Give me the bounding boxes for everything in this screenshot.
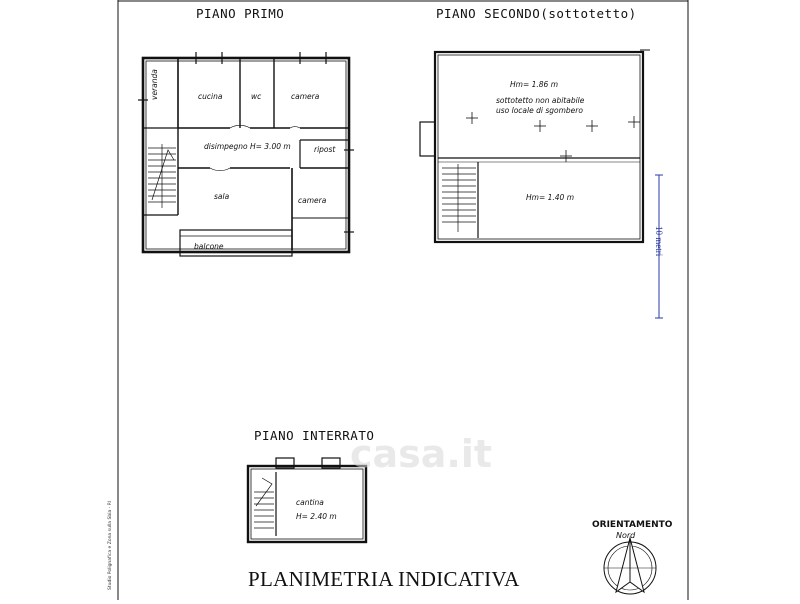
watermark-logo: casa.it [350, 432, 493, 476]
room-label-disimpegno: disimpegno H= 3.00 m [204, 142, 291, 151]
second-floor-plan [420, 50, 650, 242]
second-floor-height-low: Hm= 1.40 m [526, 193, 575, 202]
footer-title: PLANIMETRIA INDICATIVA [248, 567, 520, 591]
scale-label: 10 metri [654, 226, 664, 257]
basement-height: H= 2.40 m [296, 512, 337, 521]
side-note: Studio Polignafica e Zona sulla Sbia - P.I [108, 500, 113, 590]
first-floor-title: PIANO PRIMO [196, 6, 285, 21]
room-label-balcone: balcone [194, 242, 224, 251]
room-label-camera-bottom: camera [298, 196, 327, 205]
room-label-wc: wc [251, 92, 262, 101]
room-label-veranda: veranda [150, 69, 159, 100]
second-floor-use-line2: uso locale di sgombero [496, 106, 583, 115]
room-label-sala: sala [214, 192, 230, 201]
room-label-camera-top: camera [291, 92, 320, 101]
north-label: Nord [616, 531, 636, 540]
second-floor-title: PIANO SECONDO(sottotetto) [436, 6, 637, 21]
second-floor-height-high: Hm= 1.86 m [510, 80, 559, 89]
orientation-label: ORIENTAMENTO [592, 520, 673, 530]
north-arrow-icon [604, 538, 656, 594]
basement-title: PIANO INTERRATO [254, 428, 375, 443]
room-label-ripost: ripost [314, 145, 336, 154]
first-floor-plan [138, 52, 354, 256]
room-label-cucina: cucina [198, 92, 223, 101]
second-floor-use-line1: sottotetto non abitabile [496, 96, 585, 105]
room-label-cantina: cantina [296, 498, 324, 507]
